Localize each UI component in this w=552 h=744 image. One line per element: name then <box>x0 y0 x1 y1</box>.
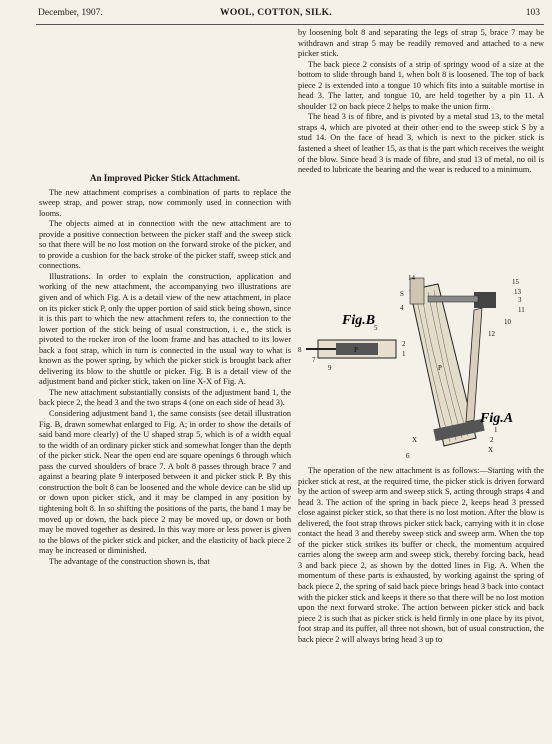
label: 2 <box>490 436 494 444</box>
paragraph: Considering adjustment band 1, the same consists (see detail illustration Fig. B, drawn somewhat enlarged to Fig. A; in order to show the details of said band more clearly) of the U shaped strap 5, which is of a width equal to the width of an ordinary picker stick and somewhat longer than the depth of the picker stick. Near the open end are square openings 6 through which pass the curved shoulders of brace 7. A bolt 8 passes through brace 7 and against a bearing plate 9 interposed between it and picker stick P. By this construction the bolt 8 can be loosened and the whole device can be slid up or down upon picker stick, and it may be clamped in any position by tightening bolt 8. In so shifting the positions of the parts, the band 1 may be moved up or down, the back piece 2 may be moved up, or down or both may be moved together as desired. In this way more or less power is given to the blows of the picker stick and picker, and the elasticity of back piece 2 may be increased or diminished. <box>39 409 291 556</box>
metal-strap <box>428 296 478 302</box>
paragraph: The advantage of the construction shown is, that <box>49 556 210 566</box>
article-title: An Improved Picker Stick Attachment. <box>90 173 240 183</box>
back-piece <box>466 308 482 422</box>
label: 6 <box>406 452 410 460</box>
label: 2 <box>402 340 406 348</box>
label: 1 <box>402 350 406 358</box>
left-column <box>39 173 291 567</box>
label: 3 <box>518 296 522 304</box>
label: S <box>400 290 404 298</box>
header-rule <box>36 24 544 25</box>
label: 15 <box>512 278 519 286</box>
label: 10 <box>504 318 511 326</box>
label: 4 <box>400 304 404 312</box>
header-journal-title: WOOL, COTTON, SILK. <box>220 8 332 18</box>
paragraph: Illustrations. In order to explain the construction, application and working of the new attachment, the accompanying two illustrations are given and of which Fig. A is a detail view of the new attachment, in place on its picker stick P, only the upper portion of said stick being shown, since it is this part to which the new attachment refers to, the connection to the lower portion of the stick being of usual construction, i. e., the stick is pivoted to the rocker iron of the loom frame and has attached to its lower back a foot strap, which in turn is connected in the usual way to what is known as the power spring, by which the picker stick is brought back after delivering its blow to the shuttle or picker. Fig. B is a detail view of the adjustment band and picker stick, taken on line X-X of Fig. A. <box>39 271 291 387</box>
label: 1 <box>494 426 498 434</box>
paragraph: The operation of the new attachment is as follows:—Starting with the picker stick at rest, at the required time, the picker stick is driven forward by the action of sweep arm and sweep stick S, acting through straps 4 and head 3. The action of the spring in back piece 2, keeps head 3 pressed close against picker stick, so that there is no lost motion. After the blow is delivered, the foot strap throws picker stick back, carrying with it in close contact the head 3 and thereby sweep stick and sweep arm. When the top of the picker stick strikes its buffer or check, the momentum acquired carries along the sweep arm and sweep stick, thereby forcing back, head 3 and back piece 2, as shown by the dotted lines in Fig. A. When the momentum of these parts is exhausted, by working against the spring of back piece 2, the spring of said back piece brings head 3 back into contact with the picker stick and keeps it there so that there will be no lost motion upon the next forward stroke. The action between picker stick and back piece 2 is such that as picker stick is held firmly in one place by its pivot, foot strap and its puffer, all three not shown, but of usual construction, the back piece 2 will always bring head 3 up to <box>298 466 544 644</box>
label: 7 <box>312 356 316 364</box>
paragraph: by loosening bolt 8 and separating the legs of strap 5, brace 7 may be withdrawn and strap 5 may be readily removed and attached to a new picker stick. <box>298 28 544 59</box>
fig-b-caption: Fig.B <box>342 313 376 328</box>
paragraph: The new attachment comprises a combination of parts to replace the sweep strap, and power strap, now commonly used in connection with looms. <box>39 187 291 218</box>
fig-a-caption: Fig.A <box>480 411 514 426</box>
label: X <box>412 436 418 444</box>
label: 8 <box>298 346 302 354</box>
right-column-bottom <box>298 466 544 645</box>
label: 9 <box>328 364 332 372</box>
page-header <box>0 8 552 24</box>
label: X <box>488 446 494 454</box>
paragraph: The back piece 2 consists of a strip of springy wood of a size at the bottom to slide through band 1, when bolt 8 is loosened. The top of back piece 2 is extended into a tongue 10 which fits into a suitable mortise in head 3. The latter, and tongue 10, are held together by a pin 11. A shoulder 12 on back piece 2 helps to make the union firm. <box>298 59 544 111</box>
header-date: December, 1907. <box>38 8 103 18</box>
label: 11 <box>518 306 525 314</box>
paragraph: The objects aimed at in connection with the new attachment are to provide a positive connection between the picker staff and the sweep stick so that there will be no lost motion on the forward stroke of the picker, and to provide a cushion for the back stroke of the picker staff, sweep stick and connections. <box>39 219 291 271</box>
label: P <box>438 364 442 372</box>
paragraph: The head 3 is of fibre, and is pivoted by a metal stud 13, to the metal straps 4, which are pivoted at their other end to the sweep stick S by a stud 14. On the face of head 3, which is next to the picker stick is fastened a sheet of leather 15, as that is the part which receives the weight of the blow. Since head 3 is made of fibre, and stud 13 of metal, no oil is needed to lubricate the bearing and the wear is reduced to a minimum. <box>298 112 544 175</box>
label: 14 <box>408 274 415 282</box>
right-column-top <box>298 28 544 176</box>
label: 13 <box>514 288 521 296</box>
header-page-number: 103 <box>525 8 540 18</box>
paragraph: The new attachment substantially consists of the adjustment band 1, the back piece 2, the head 3 and the two straps 4 (one on each side of head 3). <box>39 387 291 408</box>
label: 5 <box>374 324 378 332</box>
label: P <box>354 346 358 354</box>
figure-illustration <box>298 270 544 464</box>
label: 12 <box>488 330 495 338</box>
